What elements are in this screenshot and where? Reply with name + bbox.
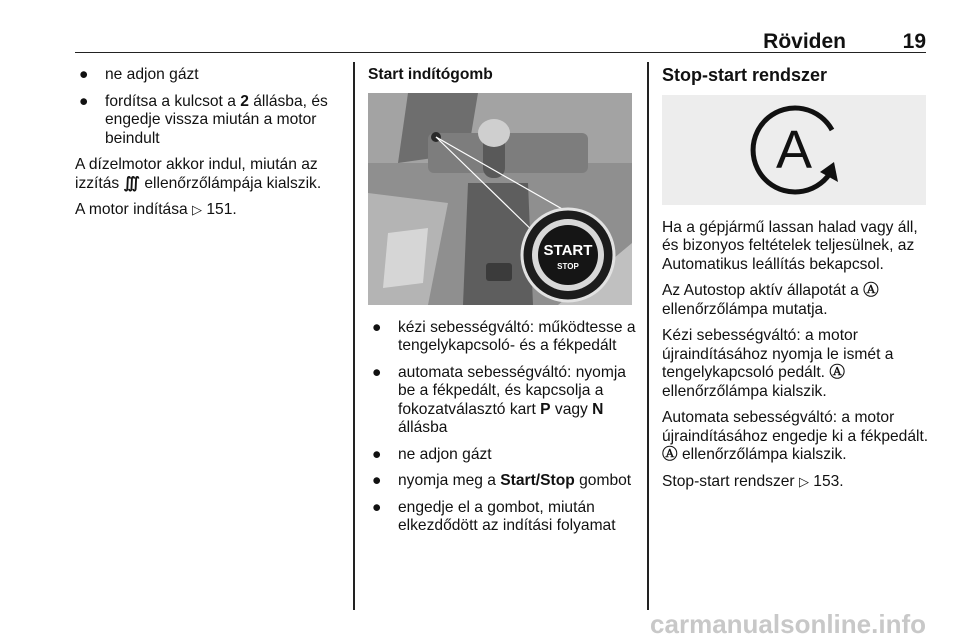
paragraph: A dízelmotor akkor indul, miután az izzítás ∭ ellenőrzőlámpája kialszik. bbox=[75, 156, 322, 192]
left-column bbox=[75, 66, 343, 228]
cross-reference: Stop-start rendszer ▷ 153. bbox=[662, 472, 844, 490]
stop-label: STOP bbox=[557, 261, 579, 271]
paragraph: Ha a gépjármű lassan halad vagy áll, és bizonyos feltételek teljesülnek, az Automatikus leállítás bekapcsol. bbox=[662, 218, 918, 273]
reference-arrow-icon: ▷ bbox=[798, 473, 809, 489]
svg-text:A: A bbox=[775, 119, 813, 180]
paragraph: Az Autostop aktív állapotát a Ⓐ ellenőrzőlámpa mutatja. bbox=[662, 282, 879, 318]
page-header bbox=[75, 30, 926, 53]
autostop-small-icon: Ⓐ bbox=[829, 364, 845, 381]
reference-arrow-icon: ▷ bbox=[192, 202, 203, 217]
section-heading: Stop-start rendszer bbox=[662, 65, 828, 85]
autostop-icon-box bbox=[662, 95, 926, 205]
watermark: carmanualsonline.info bbox=[650, 609, 926, 639]
autostop-small-icon: Ⓐ bbox=[863, 282, 879, 299]
paragraph: Kézi sebességváltó: a motor újraindításához nyomja le ismét a tengelykapcsoló pedált. Ⓐ ellenőrzőlámpa kialszik. bbox=[662, 327, 894, 400]
page-title: Röviden bbox=[763, 30, 846, 53]
list-item: ● ne adjon gázt bbox=[372, 445, 492, 463]
subheading: Start indítógomb bbox=[368, 66, 493, 83]
column-divider bbox=[647, 62, 649, 610]
list-item: ● nyomja meg a Start/Stop gombot bbox=[372, 472, 632, 489]
middle-column bbox=[368, 66, 638, 544]
list-item: ● engedje el a gombot, miután elkezdődött az indítási folyamat bbox=[372, 498, 616, 534]
glow-plug-icon: ∭ bbox=[123, 174, 141, 192]
autostop-icon bbox=[734, 100, 854, 200]
start-button-photo bbox=[368, 93, 632, 305]
column-divider bbox=[353, 62, 355, 610]
list-item: ● fordítsa a kulcsot a 2 állásba, és engedje vissza miután a motor beindult bbox=[79, 92, 328, 147]
autostop-small-icon: Ⓐ bbox=[662, 446, 678, 463]
page-number: 19 bbox=[902, 30, 926, 53]
start-label: START bbox=[543, 241, 593, 259]
paragraph: Automata sebességváltó: a motor újraindításához engedje ki a fékpedált. Ⓐ ellenőrzőlámpa kialszik. bbox=[662, 409, 929, 463]
list-item: ● automata sebességváltó: nyomja be a fékpedált, és kapcsolja a fokozatválasztó kart P vagy N állásba bbox=[372, 363, 626, 436]
cross-reference: A motor indítása ▷ 151. bbox=[75, 201, 237, 218]
list-item: ● kézi sebességváltó: működtesse a tengelykapcsoló- és a fékpedált bbox=[372, 318, 636, 354]
right-column bbox=[662, 66, 930, 499]
list-item: ● ne adjon gázt bbox=[79, 66, 199, 83]
